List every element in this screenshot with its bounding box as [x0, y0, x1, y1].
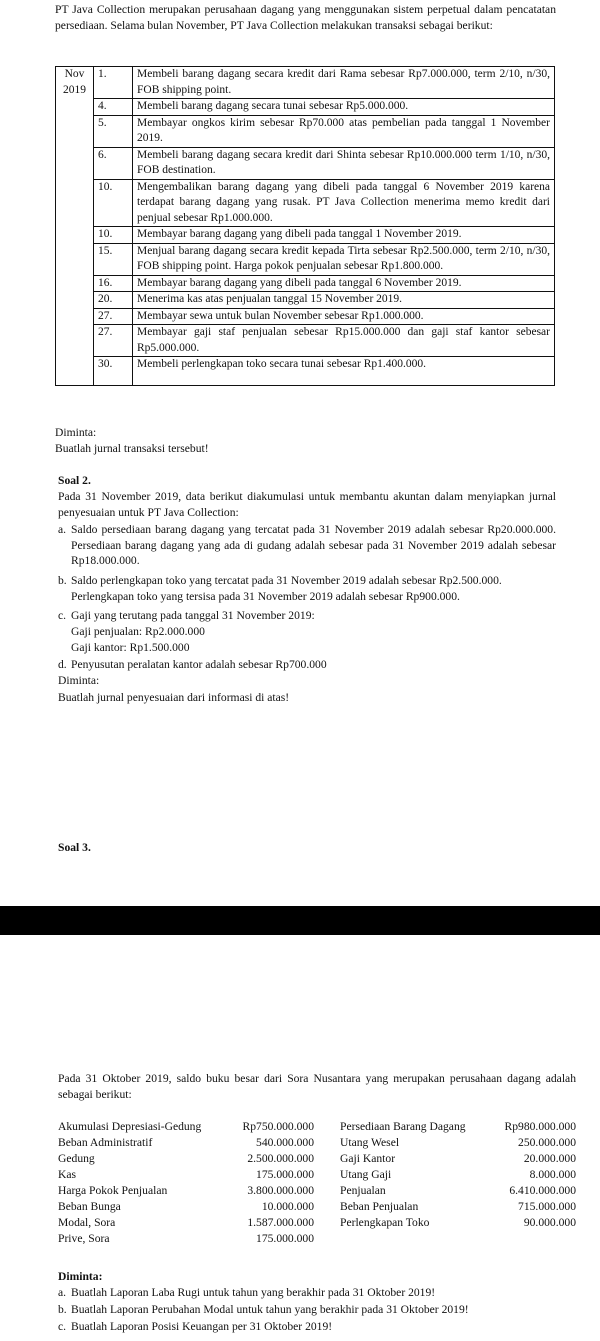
tx-day: 16. [94, 275, 133, 292]
tx-text: Membayar gaji staf penjualan sebesar Rp15.000.000 dan gaji staf kantor sebesar Rp5.000.000. [133, 325, 555, 357]
ledger-amount-left: 2.500.000.000 [247, 1152, 314, 1165]
soal2-item-d-text: Penyusutan peralatan kantor adalah sebesar Rp700.000 [71, 658, 327, 671]
ledger-account-left: Modal, Sora [58, 1216, 116, 1229]
ledger-amount-right [498, 1231, 576, 1247]
ledger-spacer [314, 1231, 340, 1247]
soal3-diminta: Diminta: [58, 1270, 103, 1283]
tx-day: 30. [94, 357, 133, 386]
ledger-spacer [314, 1135, 340, 1151]
ledger-row [58, 1167, 576, 1183]
ledger-row [58, 1151, 576, 1167]
ledger-amount-left: 1.587.000.000 [247, 1216, 314, 1229]
soal3-intro: Pada 31 Oktober 2019, saldo buku besar dari Sora Nusantara yang merupakan perusahaan dagang adalah sebagai berikut: [58, 1072, 576, 1101]
ledger-account-right: Utang Wesel [340, 1136, 400, 1149]
ledger-account-right: Perlengkapan Toko [340, 1216, 430, 1229]
month-cell [56, 67, 94, 386]
ledger-amount-right: Rp980.000.000 [504, 1120, 576, 1133]
list-marker: c. [58, 609, 67, 622]
table-row [56, 227, 555, 244]
ledger-account-left: Beban Bunga [58, 1200, 121, 1213]
ledger-account-right: Penjualan [340, 1184, 386, 1197]
year-label: 2019 [63, 83, 86, 96]
list-marker: d. [58, 658, 67, 671]
task-text: Buatlah Laporan Perubahan Modal untuk tahun yang berakhir pada 31 Oktober 2019! [71, 1303, 469, 1316]
tx-day: 15. [94, 243, 133, 275]
ledger-amount-left: 3.800.000.000 [247, 1184, 314, 1197]
ledger-table [58, 1119, 576, 1247]
tx-day: 27. [94, 308, 133, 325]
ledger-row [58, 1199, 576, 1215]
ledger-amount-left: 10.000.000 [261, 1200, 314, 1213]
tx-text: Membeli barang dagang secara kredit dari Rama sebesar Rp7.000.000, term 2/10, n/30, FOB shipping point. [133, 67, 555, 99]
ledger-account-right: Persediaan Barang Dagang [340, 1120, 466, 1133]
tx-day: 10. [94, 179, 133, 227]
tx-text: Membeli barang dagang secara kredit dari Shinta sebesar Rp10.000.000 term 1/10, n/30, FOB destination. [133, 147, 555, 179]
soal2-item-a-text: Saldo persediaan barang dagang yang tercatat pada 31 November 2019 adalah sebesar Rp20.000.000. Persediaan barang dagang yang ada di gudang adalah sebesar pada 31 November 2019 adalah sebesar Rp18.000.000. [71, 523, 556, 567]
ledger-amount-right: 8.000.000 [529, 1168, 576, 1181]
task-text: Buatlah Laporan Laba Rugi untuk tahun yang berakhir pada 31 Oktober 2019! [71, 1286, 436, 1299]
table-row [56, 179, 555, 227]
soal3-task-b [58, 1302, 558, 1318]
ledger-account-left: Harga Pokok Penjualan [58, 1184, 168, 1197]
tx-text: Membayar barang dagang yang dibeli pada tanggal 1 November 2019. [133, 227, 555, 244]
ledger-account-right: Gaji Kantor [340, 1152, 396, 1165]
tx-text: Menjual barang dagang secara kredit kepada Tirta sebesar Rp2.500.000, term 2/10, n/30, FOB shipping point. Harga pokok penjualan sebesar Rp1.800.000. [133, 243, 555, 275]
ledger-spacer [314, 1183, 340, 1199]
tx-day: 27. [94, 325, 133, 357]
table-row [56, 67, 555, 99]
ledger-amount-right: 6.410.000.000 [509, 1184, 576, 1197]
soal2-intro: Pada 31 November 2019, data berikut diakumulasi untuk membantu akuntan dalam menyiapkan jurnal penyesuaian untuk PT Java Collection: [58, 490, 556, 519]
ledger-spacer [314, 1215, 340, 1231]
ledger-row [58, 1183, 576, 1199]
soal2-task: Buatlah jurnal penyesuaian dari informasi di atas! [58, 691, 290, 704]
gaji-penjualan: Gaji penjualan: Rp2.000.000 [71, 625, 205, 638]
soal2-item-b-text: Saldo perlengkapan toko yang tercatat pada 31 November 2019 adalah sebesar Rp2.500.000. Perlengkapan toko yang tersisa pada 31 November 2019 adalah sebesar Rp900.000. [71, 574, 502, 603]
ledger-account-left: Gedung [58, 1152, 95, 1165]
soal3-title: Soal 3. [58, 841, 91, 854]
soal1-intro: PT Java Collection merupakan perusahaan dagang yang menggunakan sistem perpetual dalam pencatatan persediaan. Selama bulan November, PT Java Collection melakukan transaksi sebagai berikut: [55, 3, 556, 32]
table-row [56, 308, 555, 325]
soal2-title: Soal 2. [58, 474, 91, 487]
ledger-amount-left: 540.000.000 [256, 1136, 314, 1149]
ledger-account-right [340, 1231, 498, 1247]
table-row [56, 275, 555, 292]
list-marker: b. [58, 574, 67, 587]
ledger-amount-right: 250.000.000 [518, 1136, 576, 1149]
soal2-diminta: Diminta: [58, 674, 100, 687]
soal2-item-c-text: Gaji yang terutang pada tanggal 31 November 2019: [71, 609, 315, 622]
ledger-spacer [314, 1119, 340, 1135]
ledger-spacer [314, 1199, 340, 1215]
black-divider-bar [0, 906, 600, 935]
tx-text: Membayar ongkos kirim sebesar Rp70.000 atas pembelian pada tanggal 1 November 2019. [133, 115, 555, 147]
ledger-amount-left: 175.000.000 [256, 1232, 314, 1245]
ledger-row [58, 1231, 576, 1247]
gaji-kantor: Gaji kantor: Rp1.500.000 [71, 641, 190, 654]
table-row [56, 292, 555, 309]
soal3-task-a [58, 1285, 558, 1301]
tx-day: 20. [94, 292, 133, 309]
soal1-task: Buatlah jurnal transaksi tersebut! [55, 442, 209, 455]
ledger-account-left: Prive, Sora [58, 1232, 110, 1245]
tx-text: Membayar barang dagang yang dibeli pada tanggal 6 November 2019. [133, 275, 555, 292]
ledger-account-left: Akumulasi Depresiasi-Gedung [58, 1120, 202, 1133]
table-row [56, 147, 555, 179]
month-label: Nov [64, 68, 85, 80]
table-row [56, 325, 555, 357]
ledger-account-right: Beban Penjualan [340, 1200, 419, 1213]
tx-day: 4. [94, 99, 133, 116]
transactions-table [55, 66, 555, 386]
soal1-diminta: Diminta: [55, 426, 97, 439]
tx-day: 6. [94, 147, 133, 179]
list-marker: b. [58, 1303, 67, 1316]
list-marker: c. [58, 1320, 67, 1333]
table-row [56, 243, 555, 275]
ledger-amount-left: 175.000.000 [256, 1168, 314, 1181]
tx-text: Mengembalikan barang dagang yang dibeli pada tanggal 6 November 2019 karena terdapat barang dagang yang rusak. PT Java Collection menerima memo kredit dari penjual sebesar Rp1.000.000. [133, 179, 555, 227]
ledger-row [58, 1119, 576, 1135]
tx-text: Membayar sewa untuk bulan November sebesar Rp1.000.000. [133, 308, 555, 325]
ledger-account-left: Kas [58, 1168, 77, 1181]
tx-text: Membeli barang dagang secara tunai sebesar Rp5.000.000. [133, 99, 555, 116]
ledger-amount-right: 90.000.000 [523, 1216, 576, 1229]
ledger-amount-right: 715.000.000 [518, 1200, 576, 1213]
ledger-amount-right: 20.000.000 [523, 1152, 576, 1165]
list-marker: a. [58, 523, 67, 536]
tx-day: 10. [94, 227, 133, 244]
tx-day: 1. [94, 67, 133, 99]
task-text: Buatlah Laporan Posisi Keuangan per 31 Oktober 2019! [71, 1320, 333, 1333]
tx-day: 5. [94, 115, 133, 147]
tx-text: Membeli perlengkapan toko secara tunai sebesar Rp1.400.000. [133, 357, 555, 386]
ledger-spacer [314, 1167, 340, 1183]
table-row [56, 99, 555, 116]
table-row [56, 357, 555, 386]
tx-text: Menerima kas atas penjualan tanggal 15 November 2019. [133, 292, 555, 309]
table-row [56, 115, 555, 147]
ledger-account-right: Utang Gaji [340, 1168, 392, 1181]
ledger-account-left: Beban Administratif [58, 1136, 153, 1149]
ledger-row [58, 1215, 576, 1231]
soal3-task-c [58, 1319, 558, 1335]
ledger-spacer [314, 1151, 340, 1167]
ledger-amount-left: Rp750.000.000 [242, 1120, 314, 1133]
ledger-row [58, 1135, 576, 1151]
list-marker: a. [58, 1286, 67, 1299]
